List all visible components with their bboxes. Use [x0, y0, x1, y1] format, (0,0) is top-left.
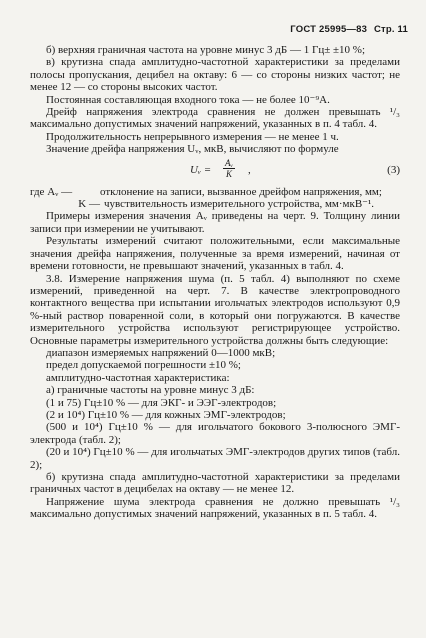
page-number: Стр. 11 [373, 24, 408, 35]
paragraph: Дрейф напряжения электрода сравнения не должен превышать ¹/₃ максимально допустимых значений напряжений, указанных в п. 4 табл. 4. [30, 106, 400, 131]
list-item: а) граничные частоты на уровне минус 3 дБ: [46, 384, 255, 397]
list-item: (2 и 10⁴) Гц±10 % — для кожных ЭМГ-электродов; [46, 408, 286, 421]
list-item: (1 и 75) Гц±10 % — для ЭКГ- и ЭЭГ-электродов; [46, 396, 277, 409]
formula-numerator: Aᵥ [225, 157, 234, 168]
paragraph: б) крутизна спада амплитудно-частотной характеристики за пределами граничных частот в децибелах на октаву — не менее 12. [30, 471, 400, 496]
list-item: диапазон измеряемых напряжений 0—1000 мкВ; [46, 346, 276, 359]
definition-row [30, 198, 400, 210]
paragraph: Значение дрейфа напряжения Uᵥ, мкВ, вычисляют по формуле [46, 143, 339, 156]
paragraph: Напряжение шума электрода сравнения не должно превышать ¹/₃ максимально допустимых значений напряжений, указанных в п. 5 табл. 4. [30, 495, 400, 521]
paragraph: Продолжительность непрерывного измерения — не менее 1 ч. [46, 130, 339, 143]
list-item: амплитудно-частотная характеристика: [46, 371, 230, 384]
definition-row [30, 186, 400, 198]
list-item: (20 и 10⁴) Гц±10 % — для игольчатых ЭМГ-электродов других типов (табл. 2); [30, 446, 400, 471]
definition-text: чувствительность измерительного устройства, мм·мкВ⁻¹. [104, 198, 375, 211]
paragraph: б) верхняя граничная частота на уровне минус 3 дБ — 1 Гц± ±10 %; [46, 44, 365, 56]
definition-text: отклонение на записи, вызванное дрейфом напряжения, мм; [100, 185, 382, 198]
formula [30, 158, 400, 184]
document-body [30, 44, 400, 521]
list-item: (500 и 10⁴) Гц±10 % — для игольчатого бокового 3-полюсного ЭМГ-электрода (табл. 2); [30, 421, 400, 446]
formula-tail: , [248, 163, 251, 176]
list-item: предел допускаемой погрешности ±10 %; [46, 359, 241, 372]
paragraph: Постоянная составляющая входного тока — не более 10⁻⁹А. [46, 93, 330, 106]
formula-fraction [223, 158, 235, 179]
formula-number: (3) [387, 163, 400, 176]
paragraph: Результаты измерений считают положительными, если максимальные значения дрейфа напряжения, полученные за время измерений, начиная от времени готовности, не превышают значений, указанных в табл. 4. [30, 235, 400, 273]
formula-lhs: Uᵥ = [190, 163, 212, 176]
paragraph: в) крутизна спада амплитудно-частотной характеристики за пределами полосы пропускания, децибел на октаву: 6 — со стороны низких частот; не менее 12 — со стороны высоких частот. [30, 56, 400, 94]
formula-denominator: K [226, 168, 233, 179]
page-header [286, 24, 408, 35]
paragraph: 3.8. Измерение напряжения шума (п. 5 табл. 4) выполняют по схеме измерений, приведенной на черт. 7. В качестве электропроводного контактного вещества при испытании игольчатых электродов используют 0,9 %-ный раствор поваренной соли, в который они погружаются. В качестве измерительного устройства используют регистрирующее устройство. Основные параметры измерительного устройства должны быть следующие: [30, 272, 400, 347]
definition-term: K — [78, 198, 100, 211]
paragraph: Примеры измерения значения Aᵥ приведены на черт. 9. Толщину линии записи при измерении не учитывают. [30, 210, 400, 235]
definition-term: где Aᵥ — [30, 185, 73, 198]
standard-number: ГОСТ 25995—83 [290, 24, 368, 35]
